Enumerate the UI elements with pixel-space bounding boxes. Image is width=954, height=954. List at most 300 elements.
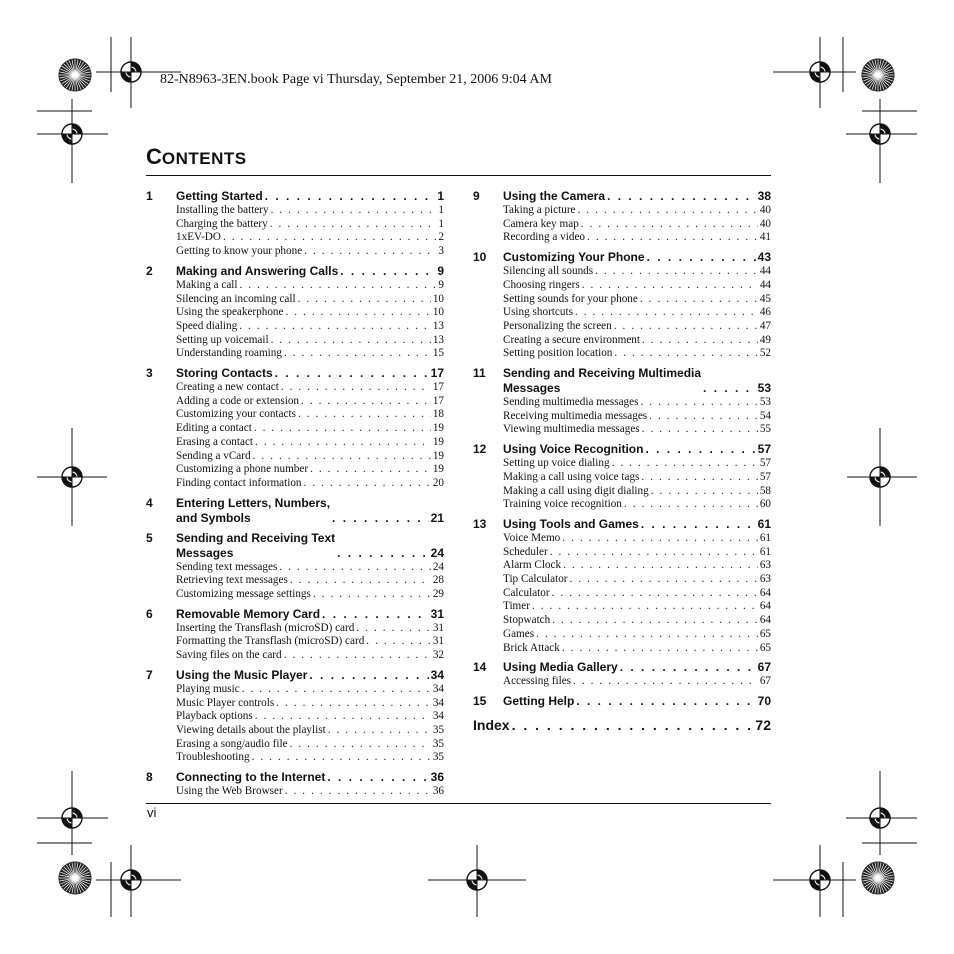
section-page-number: 3 <box>438 245 444 258</box>
toc-section-entry[interactable] <box>473 546 771 560</box>
section-title: Sending text messages <box>176 560 278 573</box>
section-page-number: 65 <box>759 627 771 640</box>
toc-index-entry[interactable] <box>473 717 771 734</box>
section-title: Understanding roaming <box>176 347 282 360</box>
toc-chapter-entry[interactable] <box>473 250 771 265</box>
toc-section-entry[interactable] <box>473 532 771 546</box>
toc-section-entry[interactable] <box>146 395 444 409</box>
toc-section-entry[interactable] <box>473 559 771 573</box>
toc-chapter-entry[interactable] <box>146 496 444 526</box>
chapter-title: Using Media Gallery <box>503 660 618 675</box>
title-rest: ONTENTS <box>161 149 247 168</box>
toc-section-entry[interactable] <box>146 293 444 307</box>
section-page-number: 15 <box>432 347 444 360</box>
toc-section-entry[interactable] <box>146 320 444 334</box>
toc-section-entry[interactable] <box>146 785 444 799</box>
dot-leader <box>340 264 435 279</box>
toc-section-entry[interactable] <box>146 334 444 348</box>
section-title: Getting to know your phone <box>176 245 303 258</box>
dot-leader <box>223 231 436 245</box>
section-page-number: 17 <box>432 394 444 407</box>
dot-leader <box>270 218 437 232</box>
section-page-number: 17 <box>432 381 444 394</box>
dot-leader <box>304 477 431 491</box>
section-page-number: 64 <box>759 600 771 613</box>
dot-leader <box>240 279 437 293</box>
chapter-entry-body <box>176 607 444 622</box>
section-page-number: 19 <box>432 449 444 462</box>
toc-section-entry[interactable] <box>146 231 444 245</box>
toc-chapter-entry[interactable] <box>473 189 771 204</box>
toc-section-entry[interactable] <box>473 628 771 642</box>
section-title: Viewing multimedia messages <box>503 423 640 436</box>
chapter-title: Using the Camera <box>503 189 606 203</box>
section-title: Editing a contact <box>176 422 252 435</box>
dot-leader <box>645 442 755 457</box>
chapter-entry-body <box>176 531 444 561</box>
dot-leader <box>536 628 758 642</box>
toc-section-entry[interactable] <box>473 306 771 320</box>
chapter-entry-body <box>176 668 444 683</box>
dot-leader <box>573 675 758 689</box>
section-page-number: 35 <box>432 751 444 764</box>
dot-leader <box>570 573 758 587</box>
section-page-number: 18 <box>432 408 444 421</box>
section-title: Using the Web Browser <box>176 785 283 798</box>
toc-section-entry[interactable] <box>146 422 444 436</box>
section-title: Charging the battery <box>176 217 268 230</box>
toc-section-entry[interactable] <box>146 622 444 636</box>
dot-leader <box>612 457 758 471</box>
dot-leader <box>286 306 431 320</box>
toc-section-entry[interactable] <box>146 477 444 491</box>
chapter-number: 4 <box>146 495 153 510</box>
chapter-title <box>176 531 335 561</box>
section-page-number: 57 <box>759 470 771 483</box>
dot-leader <box>265 189 436 204</box>
dot-leader <box>255 436 431 450</box>
section-title: Scheduler <box>503 545 548 558</box>
chapter-entry-body <box>503 694 771 709</box>
section-title: Erasing a contact <box>176 435 254 448</box>
section-title: Setting position location <box>503 347 613 360</box>
toc-section-entry[interactable] <box>146 751 444 765</box>
section-title: Inserting the Transflash (microSD) card <box>176 621 355 634</box>
dot-leader <box>328 724 431 738</box>
dot-leader <box>284 649 431 663</box>
toc-section-entry[interactable] <box>473 396 771 410</box>
toc-chapter-entry[interactable] <box>473 442 771 457</box>
dot-leader <box>356 622 430 636</box>
toc-section-entry[interactable] <box>146 697 444 711</box>
dot-leader <box>327 770 428 785</box>
section-title: Setting up voice dialing <box>503 457 610 470</box>
toc-section-entry[interactable] <box>473 614 771 628</box>
toc-section-entry[interactable] <box>146 463 444 477</box>
section-title: Setting sounds for your phone <box>503 292 638 305</box>
dot-leader <box>255 710 431 724</box>
dot-leader <box>641 471 757 485</box>
section-page-number: 36 <box>432 785 444 798</box>
toc-section-entry[interactable] <box>146 408 444 422</box>
chapter-title: Removable Memory Card <box>176 606 321 621</box>
chapter-number: 5 <box>146 530 153 545</box>
toc-section-entry[interactable] <box>146 450 444 464</box>
section-page-number: 49 <box>759 333 771 346</box>
section-title: Customizing message settings <box>176 588 311 601</box>
section-page-number: 67 <box>759 675 771 688</box>
section-page-number: 65 <box>759 641 771 654</box>
section-title: Playback options <box>176 710 253 723</box>
section-page-number: 52 <box>759 347 771 360</box>
toc-section-entry[interactable] <box>473 423 771 437</box>
chapter-page-number: 57 <box>757 442 771 457</box>
section-page-number: 34 <box>432 710 444 723</box>
section-title: Using shortcuts <box>503 306 573 319</box>
toc-column-left <box>146 189 444 799</box>
section-page-number: 40 <box>759 217 771 230</box>
toc-section-entry[interactable] <box>146 436 444 450</box>
toc-chapter-entry[interactable] <box>473 694 771 709</box>
dot-leader <box>271 334 431 348</box>
dot-leader <box>313 588 431 602</box>
toc-chapter-entry[interactable] <box>146 531 444 561</box>
title-first-letter: C <box>146 144 162 169</box>
toc-section-entry[interactable] <box>473 204 771 218</box>
section-page-number: 28 <box>432 574 444 587</box>
section-page-number: 2 <box>438 231 444 244</box>
chapter-title: Storing Contacts <box>176 366 273 381</box>
dot-leader <box>322 607 429 622</box>
toc-section-entry[interactable] <box>473 293 771 307</box>
toc-section-entry[interactable] <box>146 347 444 361</box>
chapter-title: Getting Started <box>176 189 263 203</box>
footer-rule <box>146 803 771 804</box>
dot-leader <box>239 320 431 334</box>
dot-leader <box>271 204 437 218</box>
section-title: Troubleshooting <box>176 751 250 764</box>
section-page-number: 34 <box>432 682 444 695</box>
section-title: Sending a vCard <box>176 449 251 462</box>
toc-section-entry[interactable] <box>473 457 771 471</box>
toc-chapter-entry[interactable] <box>473 517 771 532</box>
chapter-entry-body <box>176 496 444 526</box>
toc-section-entry[interactable] <box>146 306 444 320</box>
toc-section-entry[interactable] <box>473 279 771 293</box>
chapter-number: 2 <box>146 263 153 278</box>
dot-leader <box>562 642 758 656</box>
chapter-entry-body <box>503 250 771 265</box>
section-page-number: 40 <box>759 204 771 216</box>
section-title: Recording a video <box>503 231 586 244</box>
dot-leader <box>285 785 431 799</box>
page-title <box>146 144 247 170</box>
section-page-number: 31 <box>432 635 444 648</box>
toc-chapter-entry[interactable] <box>473 366 771 396</box>
section-title: Using the speakerphone <box>176 306 284 319</box>
chapter-title: Using Voice Recognition <box>503 442 644 457</box>
dot-leader <box>337 546 429 561</box>
dot-leader <box>703 381 756 396</box>
dot-leader <box>578 204 758 218</box>
chapter-title: Using the Music Player <box>176 667 308 682</box>
chapter-number: 15 <box>473 693 487 708</box>
dot-leader <box>641 517 756 532</box>
chapter-entry-body <box>176 770 444 785</box>
dot-leader <box>290 738 431 752</box>
dot-leader <box>552 614 758 628</box>
section-title: Accessing files <box>503 675 572 688</box>
section-title: Voice Memo <box>503 531 561 544</box>
section-title: Creating a new contact <box>176 381 279 394</box>
section-page-number: 20 <box>432 476 444 489</box>
section-title: Making a call <box>176 278 238 291</box>
dot-leader <box>309 668 428 683</box>
toc-section-entry[interactable] <box>473 231 771 245</box>
toc-chapter-entry[interactable] <box>146 668 444 683</box>
section-title: Receiving multimedia messages <box>503 409 648 422</box>
toc-section-entry[interactable] <box>146 649 444 663</box>
dot-leader <box>242 683 431 697</box>
chapter-title-line2: Messages <box>176 545 234 560</box>
section-page-number: 13 <box>432 333 444 346</box>
section-page-number: 32 <box>432 649 444 662</box>
toc-section-entry[interactable] <box>146 381 444 395</box>
chapter-title-line2: Messages <box>503 381 561 396</box>
section-title: Calculator <box>503 586 550 599</box>
chapter-title: Using Tools and Games <box>503 516 639 531</box>
section-title: Music Player controls <box>176 696 275 709</box>
toc-section-entry[interactable] <box>473 642 771 656</box>
toc-section-entry[interactable] <box>146 738 444 752</box>
chapter-title: Making and Answering Calls <box>176 263 339 278</box>
dot-leader <box>576 694 755 709</box>
section-page-number: 35 <box>432 737 444 750</box>
dot-leader <box>254 422 431 436</box>
toc-section-entry[interactable] <box>146 710 444 724</box>
dot-leader <box>281 381 431 395</box>
section-page-number: 19 <box>432 463 444 476</box>
toc-section-entry[interactable] <box>146 561 444 575</box>
section-title: Timer <box>503 600 530 613</box>
chapter-title-line1: Entering Letters, Numbers, <box>176 495 331 510</box>
toc-section-entry[interactable] <box>146 204 444 218</box>
section-title: Taking a picture <box>503 204 576 216</box>
section-title: Tip Calculator <box>503 573 568 586</box>
section-page-number: 9 <box>438 278 444 291</box>
dot-leader <box>304 245 436 259</box>
section-title: Training voice recognition <box>503 498 622 511</box>
toc-section-entry[interactable] <box>473 410 771 424</box>
toc-section-entry[interactable] <box>146 574 444 588</box>
section-title: Speed dialing <box>176 319 238 332</box>
section-page-number: 41 <box>759 231 771 244</box>
section-page-number: 60 <box>759 498 771 511</box>
chapter-page-number: 70 <box>757 693 771 708</box>
dot-leader <box>582 279 758 293</box>
section-page-number: 19 <box>432 422 444 435</box>
section-page-number: 63 <box>759 573 771 586</box>
toc-section-entry[interactable] <box>473 334 771 348</box>
section-title: Viewing details about the playlist <box>176 723 326 736</box>
toc-section-entry[interactable] <box>146 588 444 602</box>
section-page-number: 61 <box>759 545 771 558</box>
toc-section-entry[interactable] <box>473 573 771 587</box>
dot-leader <box>284 347 431 361</box>
toc-section-entry[interactable] <box>473 218 771 232</box>
dot-leader <box>279 561 431 575</box>
dot-leader <box>290 574 431 588</box>
toc-section-entry[interactable] <box>473 320 771 334</box>
dot-leader <box>642 423 758 437</box>
dot-leader <box>640 293 758 307</box>
chapter-number: 11 <box>473 366 486 381</box>
dot-leader <box>647 250 756 265</box>
dot-leader <box>532 600 758 614</box>
section-title: Setting up voicemail <box>176 333 269 346</box>
section-title: Retrieving text messages <box>176 574 288 587</box>
dot-leader <box>587 231 758 245</box>
chapter-title-line1: Sending and Receiving Text <box>176 530 336 545</box>
chapter-page-number: 38 <box>757 189 771 203</box>
section-title: Stopwatch <box>503 614 551 627</box>
section-page-number: 55 <box>759 423 771 436</box>
section-page-number: 46 <box>759 306 771 319</box>
section-title: Games <box>503 627 535 640</box>
chapter-page-number: 1 <box>437 189 444 203</box>
section-title: Personalizing the screen <box>503 319 612 332</box>
chapter-page-number: 34 <box>430 667 444 682</box>
section-page-number: 19 <box>432 435 444 448</box>
toc-section-entry[interactable] <box>146 635 444 649</box>
toc-section-entry[interactable] <box>473 587 771 601</box>
chapter-entry-body <box>176 189 444 204</box>
chapter-page-number: 61 <box>757 516 771 531</box>
chapter-page-number: 43 <box>757 250 771 265</box>
dot-leader <box>562 532 758 546</box>
chapter-number: 3 <box>146 366 153 381</box>
toc-chapter-entry[interactable] <box>146 366 444 381</box>
dot-leader <box>253 450 431 464</box>
dot-leader <box>595 265 758 279</box>
toc-chapter-entry[interactable] <box>146 770 444 785</box>
chapter-page-number: 21 <box>430 510 444 525</box>
chapter-page-number: 67 <box>757 660 771 675</box>
index-page-number: 72 <box>755 716 771 733</box>
toc-section-entry[interactable] <box>473 471 771 485</box>
dot-leader <box>366 635 431 649</box>
dot-leader <box>614 320 758 334</box>
toc-chapter-entry[interactable] <box>146 607 444 622</box>
dot-leader <box>642 334 758 348</box>
toc-section-entry[interactable] <box>473 265 771 279</box>
chapter-entry-body <box>503 366 771 396</box>
section-title: Saving files on the card <box>176 649 282 662</box>
chapter-entry-body <box>503 189 771 204</box>
chapter-number: 7 <box>146 667 153 682</box>
section-title: Customizing a phone number <box>176 463 309 476</box>
section-page-number: 45 <box>759 292 771 305</box>
dot-leader <box>607 189 756 204</box>
toc-section-entry[interactable] <box>473 485 771 499</box>
section-page-number: 24 <box>432 560 444 573</box>
title-rule <box>146 175 771 176</box>
chapter-title: Getting Help <box>503 693 575 708</box>
dot-leader <box>301 395 431 409</box>
section-title: Camera key map <box>503 217 579 230</box>
section-page-number: 63 <box>759 559 771 572</box>
chapter-title <box>503 366 701 396</box>
chapter-entry-body <box>176 366 444 381</box>
chapter-page-number: 53 <box>757 381 771 396</box>
section-title: Customizing your contacts <box>176 408 296 421</box>
toc-section-entry[interactable] <box>146 218 444 232</box>
dot-leader <box>252 751 431 765</box>
section-page-number: 10 <box>432 306 444 319</box>
dot-leader <box>298 408 431 422</box>
section-page-number: 61 <box>759 531 771 544</box>
chapter-page-number: 31 <box>430 606 444 621</box>
toc-chapter-entry[interactable] <box>146 189 444 204</box>
chapter-entry-body <box>176 264 444 279</box>
dot-leader <box>581 218 758 232</box>
dot-leader <box>310 463 431 477</box>
toc-section-entry[interactable] <box>146 683 444 697</box>
dot-leader <box>563 559 758 573</box>
chapter-number: 1 <box>146 189 153 203</box>
section-title: Silencing all sounds <box>503 265 594 278</box>
section-title: Making a call using digit dialing <box>503 484 649 497</box>
toc-section-entry[interactable] <box>473 347 771 361</box>
toc-section-entry[interactable] <box>473 498 771 512</box>
chapter-title-line2: and Symbols <box>176 510 251 525</box>
section-title: Erasing a song/audio file <box>176 737 288 750</box>
section-page-number: 31 <box>432 621 444 634</box>
section-title: Making a call using voice tags <box>503 470 640 483</box>
chapter-number: 8 <box>146 770 153 785</box>
section-title: Adding a code or extension <box>176 394 300 407</box>
toc-section-entry[interactable] <box>473 675 771 689</box>
chapter-number: 6 <box>146 606 153 621</box>
dot-leader <box>276 697 431 711</box>
section-page-number: 34 <box>432 696 444 709</box>
book-info-header: 82-N8963-3EN.book Page vi Thursday, September 21, 2006 9:04 AM <box>160 72 552 87</box>
dot-leader <box>552 587 758 601</box>
section-title: Creating a secure environment <box>503 333 640 346</box>
toc-section-entry[interactable] <box>146 245 444 259</box>
toc-section-entry[interactable] <box>146 279 444 293</box>
dot-leader <box>550 546 758 560</box>
chapter-number: 9 <box>473 189 480 203</box>
toc-section-entry[interactable] <box>473 600 771 614</box>
chapter-title: Connecting to the Internet <box>176 770 326 785</box>
section-page-number: 13 <box>432 319 444 332</box>
section-page-number: 53 <box>759 396 771 409</box>
section-page-number: 44 <box>759 278 771 291</box>
toc-chapter-entry[interactable] <box>473 660 771 675</box>
section-title: Formatting the Transflash (microSD) card <box>176 635 365 648</box>
section-page-number: 29 <box>432 588 444 601</box>
dot-leader <box>512 717 754 734</box>
toc-section-entry[interactable] <box>146 724 444 738</box>
page-number: vi <box>147 805 157 820</box>
chapter-entry-body <box>503 442 771 457</box>
section-page-number: 35 <box>432 723 444 736</box>
dot-leader <box>275 366 429 381</box>
chapter-number: 10 <box>473 250 487 265</box>
section-title: Playing music <box>176 682 240 695</box>
toc-chapter-entry[interactable] <box>146 264 444 279</box>
